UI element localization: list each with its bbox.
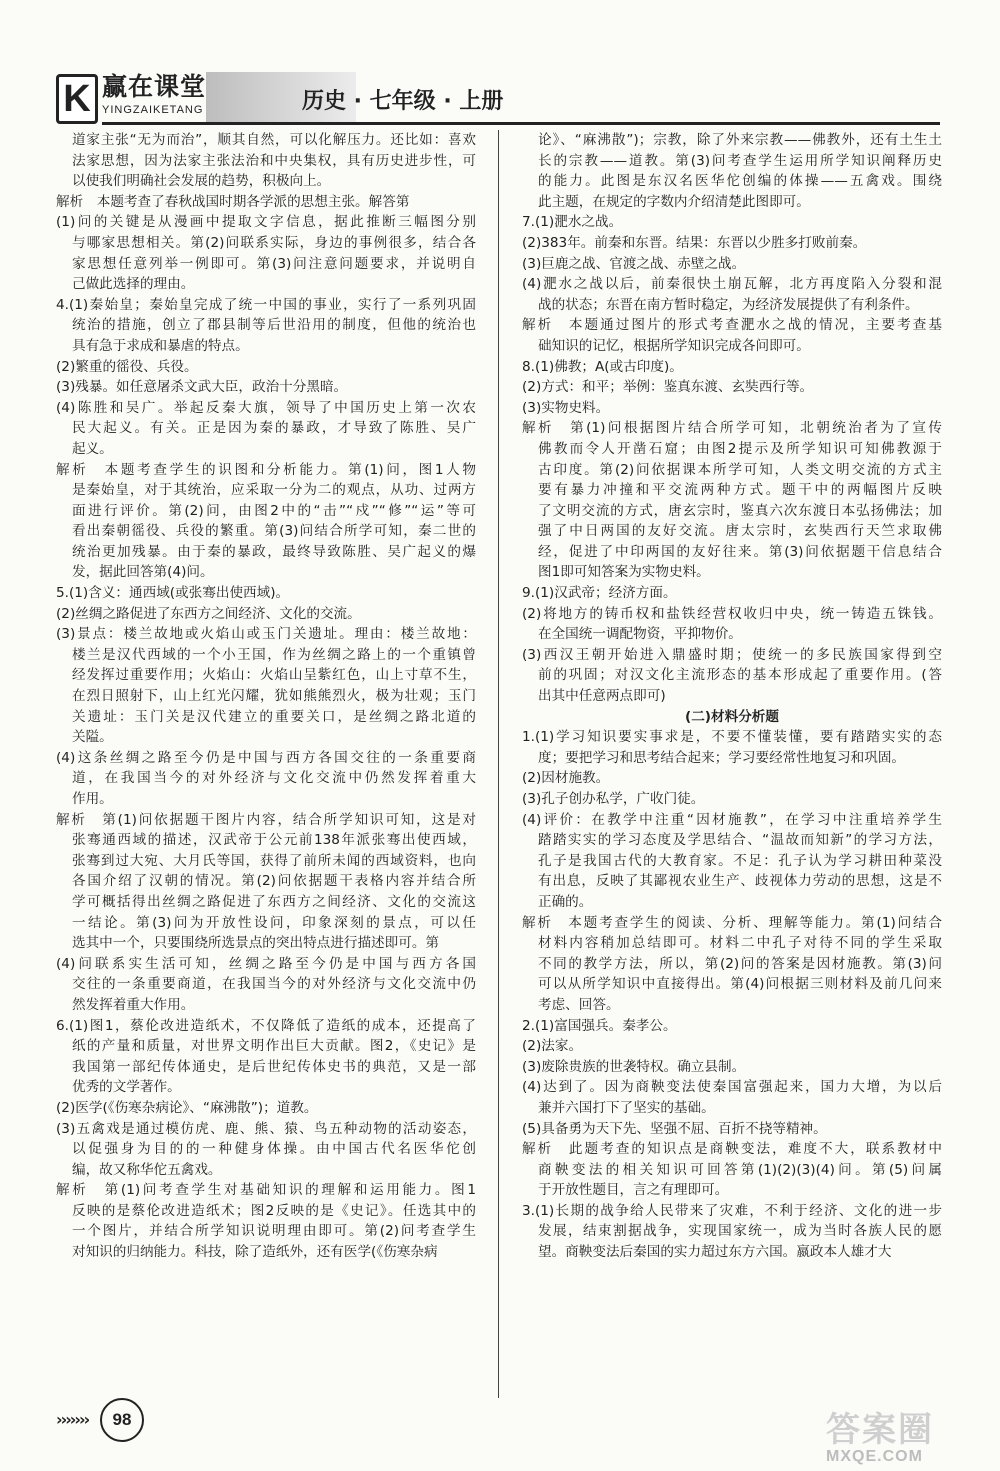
text-line: 前的巩固；对汉文化主流形态的基本形成起了重要作用。(答 xyxy=(538,667,942,684)
text-line: 交往的一条重要商道，在我国当今的对外经济与文化交流中仍 xyxy=(72,976,476,993)
text-line: 己做此选择的理由。 xyxy=(72,276,195,293)
text-line: (3)西汉王朝开始进入鼎盛时期；使统一的多民族国家得到空 xyxy=(522,646,942,663)
text-line: 与哪家思想相关。第(2)问联系实际，身边的事例很多，结合各 xyxy=(72,234,476,251)
text-line: 正确的。 xyxy=(538,893,593,910)
page-header xyxy=(56,66,940,126)
text-line: 统治更加残暴。由于秦的暴政，最终导致陈胜、吴广起义的爆 xyxy=(72,543,476,560)
left-column xyxy=(56,130,476,1263)
text-line: 对知识的归纳能力。科技，除了造纸外，还有医学(《伤寒杂病 xyxy=(72,1244,438,1261)
text-line: (4)评价：在教学中注重“因材施教”，在学习中注重培养学生 xyxy=(522,811,942,828)
text-line: 发，据此回答第(4)问。 xyxy=(72,564,214,581)
text-line: (3)景点：楼兰故地或火焰山或玉门关遗址。理由：楼兰故地： xyxy=(56,626,476,643)
logo-title: 赢在课堂 xyxy=(102,72,207,101)
text-line: 家思想任意列举一例即可。第(3)问注意问题要求，并说明自 xyxy=(72,255,476,272)
text-line: 发展，结束割据战争，实现国家统一，成为当时各族人民的愿 xyxy=(538,1223,942,1240)
text-line: 具有急于求成和暴虐的特点。 xyxy=(72,337,249,354)
text-line: 7.(1)淝水之战。 xyxy=(522,214,623,231)
text-line: 解析 第(1)问考查学生对基础知识的理解和运用能力。图1 xyxy=(56,1182,476,1199)
text-line: 起义。 xyxy=(72,440,113,457)
subject-title: 历史 · 七年级 · 上册 xyxy=(302,89,504,114)
text-line: (5)具备勇为天下先、坚强不屈、百折不挠等精神。 xyxy=(522,1120,827,1137)
text-line: 解析 第(1)问依据题干图片内容，结合所学知识可知，这是对 xyxy=(56,811,476,828)
text-line: 踏踏实实的学习态度及学思结合、“温故而知新”的学习方法， xyxy=(538,832,942,849)
text-line: 图1即可知答案为实物史料。 xyxy=(538,564,710,581)
watermark-logo xyxy=(826,1410,986,1466)
text-line: 民大起义。有关。正是因为秦的暴政，才导致了陈胜、吴广 xyxy=(72,420,476,437)
header-rule xyxy=(102,122,940,125)
text-line: 关隘。 xyxy=(72,729,113,746)
text-line: 学可概括得出丝绸之路促进了东西方之间经济、文化的交流这 xyxy=(72,893,476,910)
text-line: 各国介绍了汉朝的情况。第(2)问依据题干表格内容并结合所 xyxy=(72,873,476,890)
text-line: 强了中日两国的友好交流。唐太宗时，玄奘西行天竺求取佛 xyxy=(538,523,942,540)
text-line: 然发挥着重大作用。 xyxy=(72,996,195,1013)
text-line: 在全国统一调配物资，平抑物价。 xyxy=(538,626,742,643)
text-line: (2)383年。前秦和东晋。结果：东晋以少胜多打败前秦。 xyxy=(522,234,867,251)
column-divider xyxy=(498,130,499,1398)
logo-subtitle: YINGZAIKETANG xyxy=(102,104,204,116)
text-line: 在烈日照射下，山上红光闪耀，犹如熊熊烈火，极为壮观；玉门 xyxy=(72,688,476,705)
text-line: 1.(1)学习知识要实事求是，不要不懂装懂，要有踏踏实实的态 xyxy=(522,729,942,746)
text-line: (2)医学(《伤寒杂病论》、“麻沸散”)；道教。 xyxy=(56,1099,318,1116)
text-line: 作用。 xyxy=(72,791,113,807)
text-line: 纸的产量和质量，对世界文明作出巨大贡献。图2，《史记》是 xyxy=(72,1038,476,1055)
text-line: (2)将地方的铸币权和盐铁经营权收归中央，统一铸造五铢钱。 xyxy=(522,605,942,622)
text-line: 经发挥过重要作用；火焰山：火焰山呈紫红色，山上寸草不生， xyxy=(72,667,476,684)
text-line: 张骞到过大宛、大月氏等国，获得了前所未闻的西域资料，也向 xyxy=(72,852,476,869)
text-line: 2.(1)富国强兵。秦孝公。 xyxy=(522,1017,677,1034)
text-line: 楼兰是汉代西域的一个小王国，作为丝绸之路上的一个重镇曾 xyxy=(72,646,476,663)
text-line: 反映的是蔡伦改进造纸术；图2反映的是《史记》。任选其中的 xyxy=(72,1202,476,1219)
right-column xyxy=(522,130,942,1263)
text-line: 一个图片，并结合所学知识说明理由即可。第(2)问考查学生 xyxy=(72,1223,476,1240)
text-line: 了文明交流的方式，唐玄宗时，鉴真六次东渡日本弘扬佛法；加 xyxy=(538,502,942,519)
text-line: (3)巨鹿之战、官渡之战、赤壁之战。 xyxy=(522,255,746,272)
text-line: 可以从所学知识中直接得出。第(4)问根据三则材料及前几问来 xyxy=(538,976,942,993)
text-line: 长的宗教——道教。第(3)问考查学生运用所学知识阐释历史 xyxy=(538,152,942,169)
text-line: (4)这条丝绸之路至今仍是中国与西方各国交往的一条重要商 xyxy=(56,749,476,766)
text-line: 础知识的记忆，根据所学知识完成各问即可。 xyxy=(538,337,810,354)
text-line: 以使我们明确社会发展的趋势，积极向上。 xyxy=(72,173,331,190)
watermark-url: MXQE.COM xyxy=(826,1448,923,1465)
text-line: (3)实物史料。 xyxy=(522,399,610,416)
text-line: 优秀的文学著作。 xyxy=(72,1079,181,1096)
text-line: 的能力。此图是东汉名医华佗创编的体操——五禽戏。围绕 xyxy=(538,173,942,190)
watermark-image-text: 答案圈 xyxy=(826,1410,934,1450)
text-line: (3)废除贵族的世袭特权。确立县制。 xyxy=(522,1058,746,1075)
text-line: (2)丝绸之路促进了东西方之间经济、文化的交流。 xyxy=(56,605,361,622)
text-line: (2)因材施教。 xyxy=(522,770,610,787)
text-line: 看出秦朝徭役、兵役的繁重。第(3)问结合所学可知，秦二世的 xyxy=(72,523,476,540)
text-line: 解析 第(1)问根据图片结合所学可知，北朝统治者为了宣传 xyxy=(522,420,942,437)
text-line: (2)方式：和平；举例：鉴真东渡、玄奘西行等。 xyxy=(522,379,814,396)
text-line: 是秦始皇，对于其统治，应采取一分为二的观点，从功、过两方 xyxy=(72,482,476,499)
text-line: (4)陈胜和吴广。举起反秦大旗，领导了中国历史上第一次农 xyxy=(56,399,476,416)
text-line: 法家思想，因为法家主张法治和中央集权，具有历史进步性，可 xyxy=(72,152,476,169)
text-line: 解析 此题考查的知识点是商鞅变法，难度不大，联系教材中 xyxy=(522,1141,942,1158)
text-line: (3)残暴。如任意屠杀文武大臣，政治十分黑暗。 xyxy=(56,379,348,396)
text-line: 战的状态；东晋在南方暂时稳定，为经济发展提供了有利条件。 xyxy=(538,296,919,313)
text-line: 解析 本题通过图片的形式考查淝水之战的情况，主要考查基 xyxy=(522,317,942,334)
text-line: 4.(1)秦始皇；秦始皇完成了统一中国的事业，实行了一系列巩固 xyxy=(56,296,476,313)
text-line: 孔子是我国古代的大教育家。不足：孔子认为学习耕田种菜没 xyxy=(538,852,942,869)
text-line: 出其中任意两点即可) xyxy=(538,688,666,705)
text-line: 解析 本题考查了春秋战国时期各学派的思想主张。解答第 xyxy=(56,193,410,210)
text-line: 解析 本题考查学生的阅读、分析、理解等能力。第(1)问结合 xyxy=(522,914,942,931)
text-line: 一结论。第(3)问为开放性设问，印象深刻的景点，可以任 xyxy=(72,914,476,931)
text-line: 我国第一部纪传体通史，是后世纪传体史书的典范，又是一部 xyxy=(72,1058,476,1075)
arrow-icon: ››››››› xyxy=(56,1410,89,1429)
text-line: 古印度。第(2)问依据课本所学可知，人类文明交流的方式主 xyxy=(538,461,942,478)
text-line: 佛教而令人开凿石窟；由图2提示及所学知识可知佛教源于 xyxy=(538,440,942,457)
text-line: 解析 本题考查学生的识图和分析能力。第(1)问，图1人物 xyxy=(56,461,476,478)
text-line: (4)淝水之战以后，前秦很快土崩瓦解，北方再度陷入分裂和混 xyxy=(522,276,942,293)
text-line: 道，在我国当今的对外经济与文化交流中仍然发挥着重大 xyxy=(72,770,476,787)
text-line: 8.(1)佛教；A(或古印度)。 xyxy=(522,358,683,375)
text-line: 材料内容稍加总结即可。材料二中孔子对待不同的学生采取 xyxy=(538,935,942,952)
text-line: 商鞅变法的相关知识可回答第(1)(2)(3)(4)问。第(5)问属 xyxy=(538,1161,942,1178)
text-line: 要有暴力冲撞和平交流两种方式。题干中的两幅图片反映 xyxy=(538,482,942,499)
text-line: (3)孔子创办私学，广收门徒。 xyxy=(522,791,705,807)
logo-letter: K xyxy=(56,74,98,124)
text-line: 兼并六国打下了坚实的基础。 xyxy=(538,1099,715,1116)
text-line: (4)达到了。因为商鞅变法使秦国富强起来，国力大增，为以后 xyxy=(522,1079,942,1096)
text-line: 不同的教学方法，所以，第(2)问的答案是因材施教。第(3)问 xyxy=(538,955,942,972)
text-line: (4)问联系实生活可知，丝绸之路至今仍是中国与西方各国 xyxy=(56,955,476,972)
text-line: 考虑、回答。 xyxy=(538,996,620,1013)
text-line: 有出息，反映了其鄙视农业生产、歧视体力劳动的思想，这是不 xyxy=(538,873,942,890)
text-line: (1)问的关键是从漫画中提取文字信息，据此推断三幅图分别 xyxy=(56,214,476,231)
text-line: 道家主张“无为而治”，顺其自然，可以化解压力。还比如：喜欢 xyxy=(72,132,476,148)
text-line: 张骞通西域的描述，汉武帝于公元前138年派张骞出使西域， xyxy=(72,832,476,849)
text-line: 论》、“麻沸散”)；宗教，除了外来宗教——佛教外，还有土生土 xyxy=(538,132,942,148)
text-line: 统治的措施，创立了郡县制等后世沿用的制度，但他的统治也 xyxy=(72,317,476,334)
text-line: (3)五禽戏是通过模仿虎、鹿、熊、猿、鸟五种动物的活动姿态， xyxy=(56,1120,476,1137)
text-line: 以促强身为目的的一种健身体操。由中国古代名医华佗创 xyxy=(72,1141,476,1158)
text-line: 3.(1)长期的战争给人民带来了灾难，不利于经济、文化的进一步 xyxy=(522,1202,942,1219)
text-line: (2)繁重的徭役、兵役。 xyxy=(56,358,198,375)
text-line: 于开放性题目，言之有理即可。 xyxy=(538,1182,729,1199)
text-line: (2)法家。 xyxy=(522,1038,583,1055)
text-line: 度；要把学习和思考结合起来；学习要经常性地复习和巩固。 xyxy=(538,749,906,766)
text-line: 编，故又称华佗五禽戏。 xyxy=(72,1161,222,1178)
text-line: 6.(1)图1，蔡伦改进造纸术，不仅降低了造纸的成本，还提高了 xyxy=(56,1017,476,1034)
text-line: 5.(1)含义：通西域(或张骞出使西域)。 xyxy=(56,585,290,602)
text-line: 关遗址：玉门关是汉代建立的重要关口，是丝绸之路北道的 xyxy=(72,708,476,725)
page-number: 98 xyxy=(100,1398,144,1442)
text-line: 经，促进了中印两国的友好往来。第(3)问依据题干信息结合 xyxy=(538,543,942,560)
text-line: 选其中一个，只要围绕所选景点的突出特点进行描述即可。第 xyxy=(72,935,440,952)
text-line: 9.(1)汉武帝；经济方面。 xyxy=(522,585,677,602)
text-line: (二)材料分析题 xyxy=(685,708,779,725)
text-line: 此主题，在规定的字数内介绍清楚此图即可。 xyxy=(538,193,810,210)
text-line: 面进行评价。第(2)问，由图2中的“击”“戍”“修”“运”等可 xyxy=(72,502,476,519)
text-line: 望。商鞅变法后秦国的实力超过东方六国。嬴政本人雄才大 xyxy=(538,1244,892,1261)
